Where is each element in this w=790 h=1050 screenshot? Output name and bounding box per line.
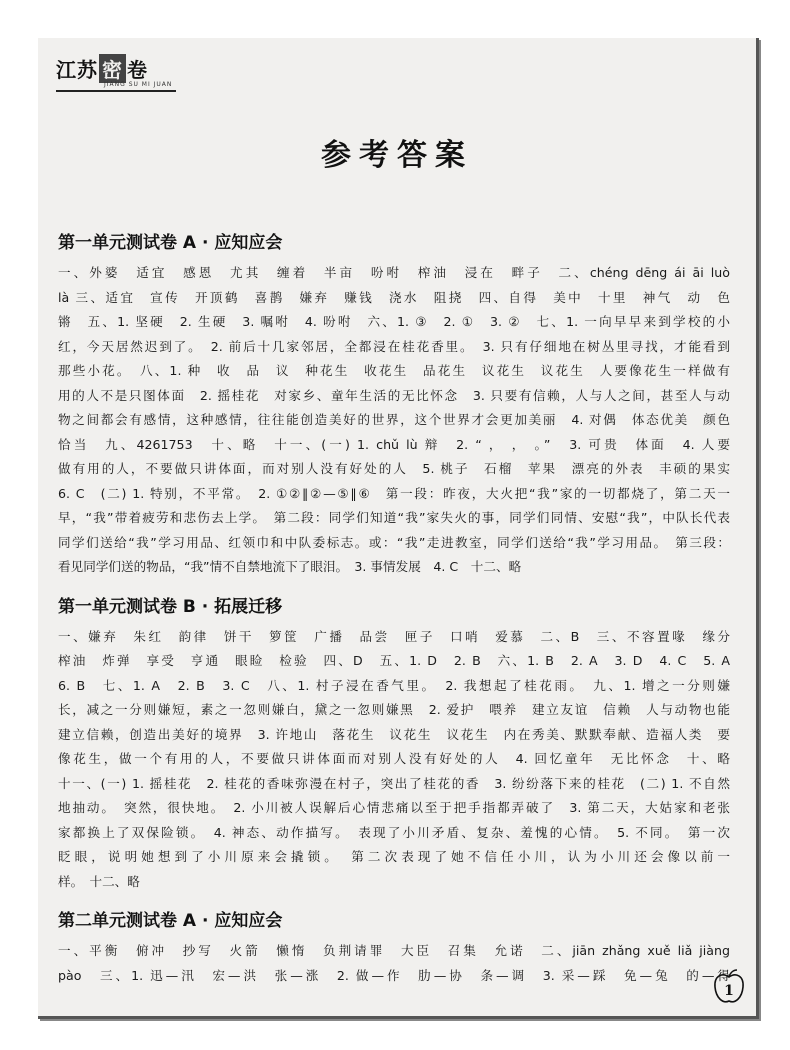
brand-subtitle: JIANG SU MI JUAN xyxy=(104,81,173,88)
section-heading: 第二单元测试卷 A · 应知应会 xyxy=(58,911,283,931)
section-body xyxy=(58,939,730,988)
text-line: là 三、适宜 宣传 开顶鹤 喜鹊 嫌弃 赚钱 浇水 阻挠 四、自得 美中 十里 神气 动 色 xyxy=(58,289,730,305)
text-line: 家都换上了双保险锁。 4. 神态、动作描写。 表现了小川矛盾、复杂、羞愧的心情。 5. 不同。 第一次 xyxy=(58,824,730,840)
answer-content xyxy=(58,228,730,1000)
text-line: 6. B 七、1. A 2. B 3. C 八、1. 村子浸在香气里。 2. 我想起了桂花雨。 九、1. 增之一分则嫌 xyxy=(58,677,730,693)
text-line: 早，“我”带着疲劳和悲伤去上学。 第二段：同学们知道“我”家失火的事，同学们同情、安慰“我”，中队长代表 xyxy=(58,510,730,525)
header-rule xyxy=(56,90,176,92)
brand-logo: 江苏 密 卷 xyxy=(56,54,216,83)
text-line: 一、外婆 适宜 感恩 尤其 缠着 半亩 吩咐 榨油 浸在 畔子 二、chéng dēng ái āi luò xyxy=(58,265,730,280)
text-line: 红，今天居然迟到了。 2. 前后十几家邻居，全都浸在桂花香里。 3. 只有仔细地在树丛里寻找，才能看到 xyxy=(58,338,730,354)
text-line: 十一、(一) 1. 摇桂花 2. 桂花的香味弥漫在村子，突出了桂花的香 3. 纷纷落下来的桂花 (二) 1. 不自然 xyxy=(58,775,730,791)
text-line: 同学们送给“我”学习用品、红领巾和中队委标志。或：“我”走进教室，同学们送给“我”学习用品。 第三段： xyxy=(58,534,730,550)
section-body xyxy=(58,261,730,580)
text-line: 样。 十二、略 xyxy=(58,873,140,889)
section-heading: 第一单元测试卷 A · 应知应会 xyxy=(58,233,283,253)
page-number-badge xyxy=(712,968,746,1006)
page-title: 参考答案 xyxy=(321,138,473,173)
text-line: 榨油 炸弹 享受 亨通 眼睑 检验 四、D 五、1. D 2. B 六、1. B 2. A 3. D 4. C 5. A xyxy=(58,653,730,668)
text-line: 看见同学们送的物品，“我”情不自禁地流下了眼泪。 3. 事情发展 4. C 十二、略 xyxy=(58,559,522,574)
text-line: 做有用的人，不要做只讲体面，而对别人没有好处的人 5. 桃子 石榴 苹果 漂亮的外表 丰硕的果实 xyxy=(58,461,730,476)
text-line: 地抽动。 突然，很快地。 2. 小川被人误解后心情悲痛以至于把手指都弄破了 3. 第二天，大姑家和老张 xyxy=(58,800,730,815)
text-line: 长，减之一分则嫌短，素之一忽则嫌白，黛之一忽则嫌黑 2. 爱护 喂养 建立友谊 信赖 人与动物也能 xyxy=(58,702,730,717)
brand-header xyxy=(56,54,216,94)
text-line: 恰当 九、4261753 十、略 十一、(一) 1. chǔ lù 辩 2. “ ， ， 。” 3. 可贵 体面 4. 人要 xyxy=(58,436,730,452)
page-number: 1 xyxy=(724,983,734,999)
text-line: 眨眼，说明她想到了小川原来会撬锁。 第二次表现了她不信任小川，认为小川还会像以前一 xyxy=(58,849,730,864)
section-heading: 第一单元测试卷 B · 拓展迁移 xyxy=(58,596,283,617)
text-line: pào 三、1. 迅—汛 宏—洪 张—涨 2. 做—作 肋—协 条—调 3. 采—踩 免—兔 的—得 xyxy=(58,967,730,983)
section-body xyxy=(58,625,730,895)
text-line: 那些小花。 八、1. 种 收 品 议 种花生 收花生 品花生 议花生 议花生 人要像花生一样做有 xyxy=(58,363,730,378)
text-line: 用的人不是只图体面 2. 摇桂花 对家乡、童年生活的无比怀念 3. 只要有信赖，人与人之间，甚至人与动 xyxy=(58,387,730,403)
apple-icon xyxy=(712,968,746,1006)
document-page xyxy=(38,38,759,1019)
text-line: 6. C (二) 1. 特别，不平常。 2. ①②‖②—⑤‖⑥ 第一段：昨夜，大火把“我”家的一切都烧了，第二天一 xyxy=(58,485,730,501)
text-line: 建立信赖，创造出美好的境界 3. 许地山 落花生 议花生 议花生 内在秀美、默默奉献、造福人类 要 xyxy=(58,726,730,742)
text-line: 锵 五、1. 坚硬 2. 生硬 3. 嘱咐 4. 吩咐 六、1. ③ 2. ① 3. ② 七、1. 一向早早来到学校的小 xyxy=(58,314,730,329)
text-line: 一、平衡 俯冲 抄写 火箭 懒惰 负荆请罪 大臣 召集 允诺 二、jiān zhǎng xuě liǎ jiàng xyxy=(58,943,730,958)
text-line: 一、嫌弃 朱红 韵律 饼干 箩筐 广播 品尝 匣子 口哨 爱慕 二、B 三、不容置喙 缘分 xyxy=(58,628,730,644)
text-line: 像花生，做一个有用的人，不要做只讲体面而对别人没有好处的人 4. 回忆童年 无比怀念 十、略 xyxy=(58,751,730,766)
text-line: 物之间都会有感情，这种感情，往往能创造美好的世界，这个世界才会更加美丽 4. 对偶 体态优美 颜色 xyxy=(58,412,730,427)
